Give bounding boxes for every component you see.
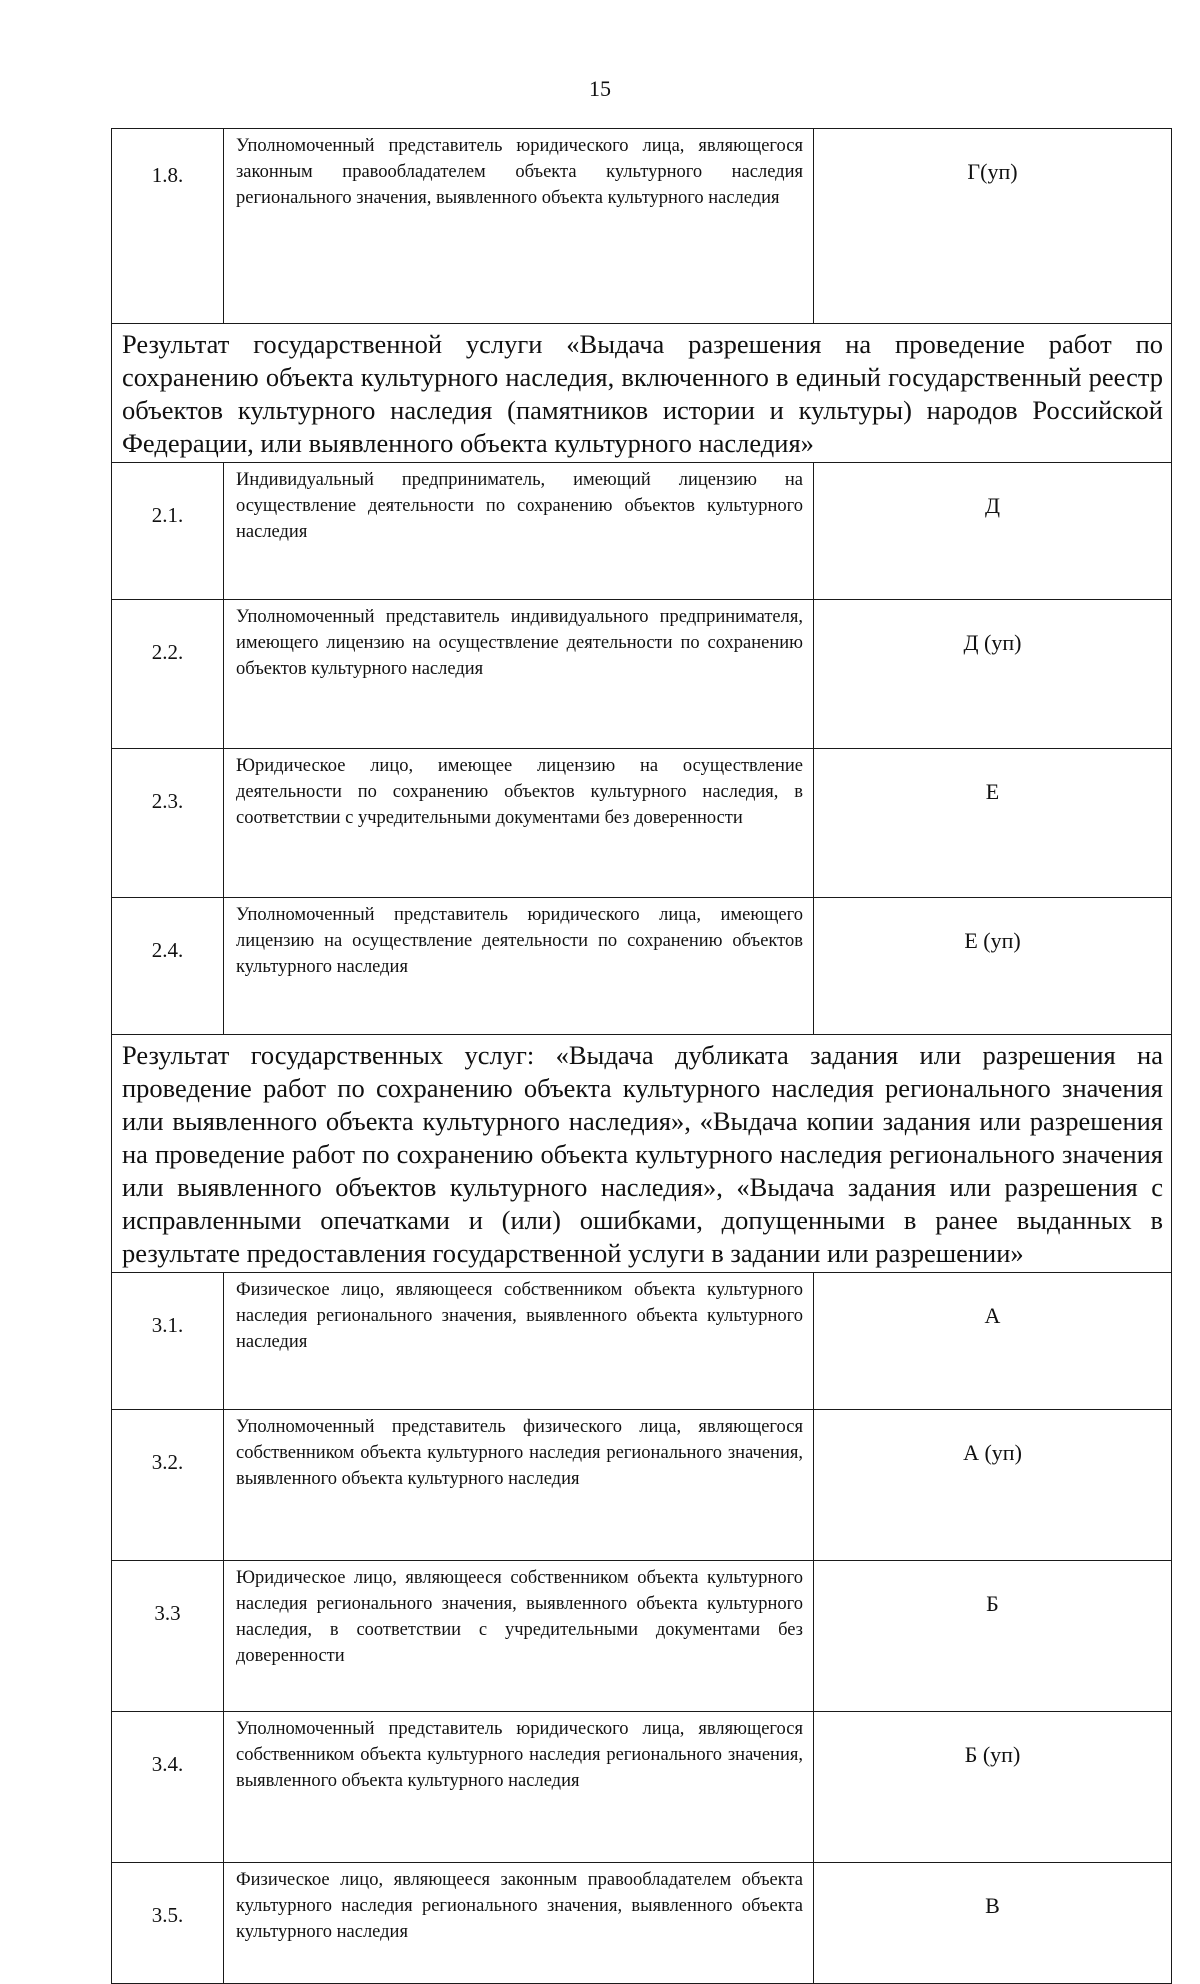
- table-row: [112, 463, 1172, 600]
- applicant-description: Физическое лицо, являющееся собственником объекта культурного наследия регионального значения, выявленного объекта культурного наследия: [224, 1273, 814, 1410]
- row-number: 3.1.: [112, 1273, 224, 1410]
- section-heading: Результат государственной услуги «Выдача разрешения на проведение работ по сохранению объекта культурного наследия, включенного в единый государственный реестр объектов культурного наследия (памятников истории и культуры) народов Российской Федерации, или выявленного объекта культурного наследия»: [112, 324, 1172, 463]
- row-number: 3.2.: [112, 1410, 224, 1561]
- table-row: [112, 1410, 1172, 1561]
- category-code: Д (уп): [814, 600, 1172, 749]
- applicant-description: Уполномоченный представитель юридического лица, имеющего лицензию на осуществление деятельности по сохранению объектов культурного наследия: [224, 898, 814, 1035]
- category-code: Е (уп): [814, 898, 1172, 1035]
- table-row: [112, 749, 1172, 898]
- applicant-description: Уполномоченный представитель физического лица, являющегося собственником объекта культурного наследия регионального значения, выявленного объекта культурного наследия: [224, 1410, 814, 1561]
- row-number: 2.2.: [112, 600, 224, 749]
- table-row: [112, 1863, 1172, 1984]
- section-header-row: [112, 324, 1172, 463]
- table-row: [112, 600, 1172, 749]
- category-code: Д: [814, 463, 1172, 600]
- row-number: 1.8.: [112, 129, 224, 324]
- row-number: 3.3: [112, 1561, 224, 1712]
- applicant-description: Юридическое лицо, имеющее лицензию на осуществление деятельности по сохранению объектов культурного наследия, в соответствии с учредительными документами без доверенности: [224, 749, 814, 898]
- section-heading: Результат государственных услуг: «Выдача дубликата задания или разрешения на проведение работ по сохранению объекта культурного наследия регионального значения или выявленного объекта культурного наследия», «Выдача копии задания или разрешения на проведение работ по сохранению объекта культурного наследия регионального значения или выявленного объектов культурного наследия», «Выдача задания или разрешения с исправленными опечатками и (или) ошибками, допущенными в ранее выданных в результате предоставления государственной услуги в задании или разрешении»: [112, 1035, 1172, 1273]
- category-code: Г(уп): [814, 129, 1172, 324]
- category-code: В: [814, 1863, 1172, 1984]
- row-number: 3.5.: [112, 1863, 224, 1984]
- table-row: [112, 129, 1172, 324]
- table-row: [112, 898, 1172, 1035]
- applicant-description: Уполномоченный представитель юридического лица, являющегося собственником объекта культурного наследия регионального значения, выявленного объекта культурного наследия: [224, 1712, 814, 1863]
- table-row: [112, 1273, 1172, 1410]
- row-number: 2.4.: [112, 898, 224, 1035]
- category-code: А: [814, 1273, 1172, 1410]
- row-number: 3.4.: [112, 1712, 224, 1863]
- applicant-description: Уполномоченный представитель юридического лица, являющегося законным правообладателем объекта культурного наследия регионального значения, выявленного объекта культурного наследия: [224, 129, 814, 324]
- section-header-row: [112, 1035, 1172, 1273]
- category-code: А (уп): [814, 1410, 1172, 1561]
- category-code: Б: [814, 1561, 1172, 1712]
- applicant-description: Юридическое лицо, являющееся собственником объекта культурного наследия регионального значения, выявленного объекта культурного наследия, в соответствии с учредительными документами без доверенности: [224, 1561, 814, 1712]
- category-code: Е: [814, 749, 1172, 898]
- applicant-description: Физическое лицо, являющееся законным правообладателем объекта культурного наследия регионального значения, выявленного объекта культурного наследия: [224, 1863, 814, 1984]
- table-row: [112, 1561, 1172, 1712]
- applicant-description: Уполномоченный представитель индивидуального предпринимателя, имеющего лицензию на осуществление деятельности по сохранению объектов культурного наследия: [224, 600, 814, 749]
- row-number: 2.1.: [112, 463, 224, 600]
- applicant-description: Индивидуальный предприниматель, имеющий лицензию на осуществление деятельности по сохранению объектов культурного наследия: [224, 463, 814, 600]
- category-code: Б (уп): [814, 1712, 1172, 1863]
- page-number: 15: [589, 76, 611, 101]
- applicant-category-table: [111, 128, 1172, 1984]
- table-row: [112, 1712, 1172, 1863]
- row-number: 2.3.: [112, 749, 224, 898]
